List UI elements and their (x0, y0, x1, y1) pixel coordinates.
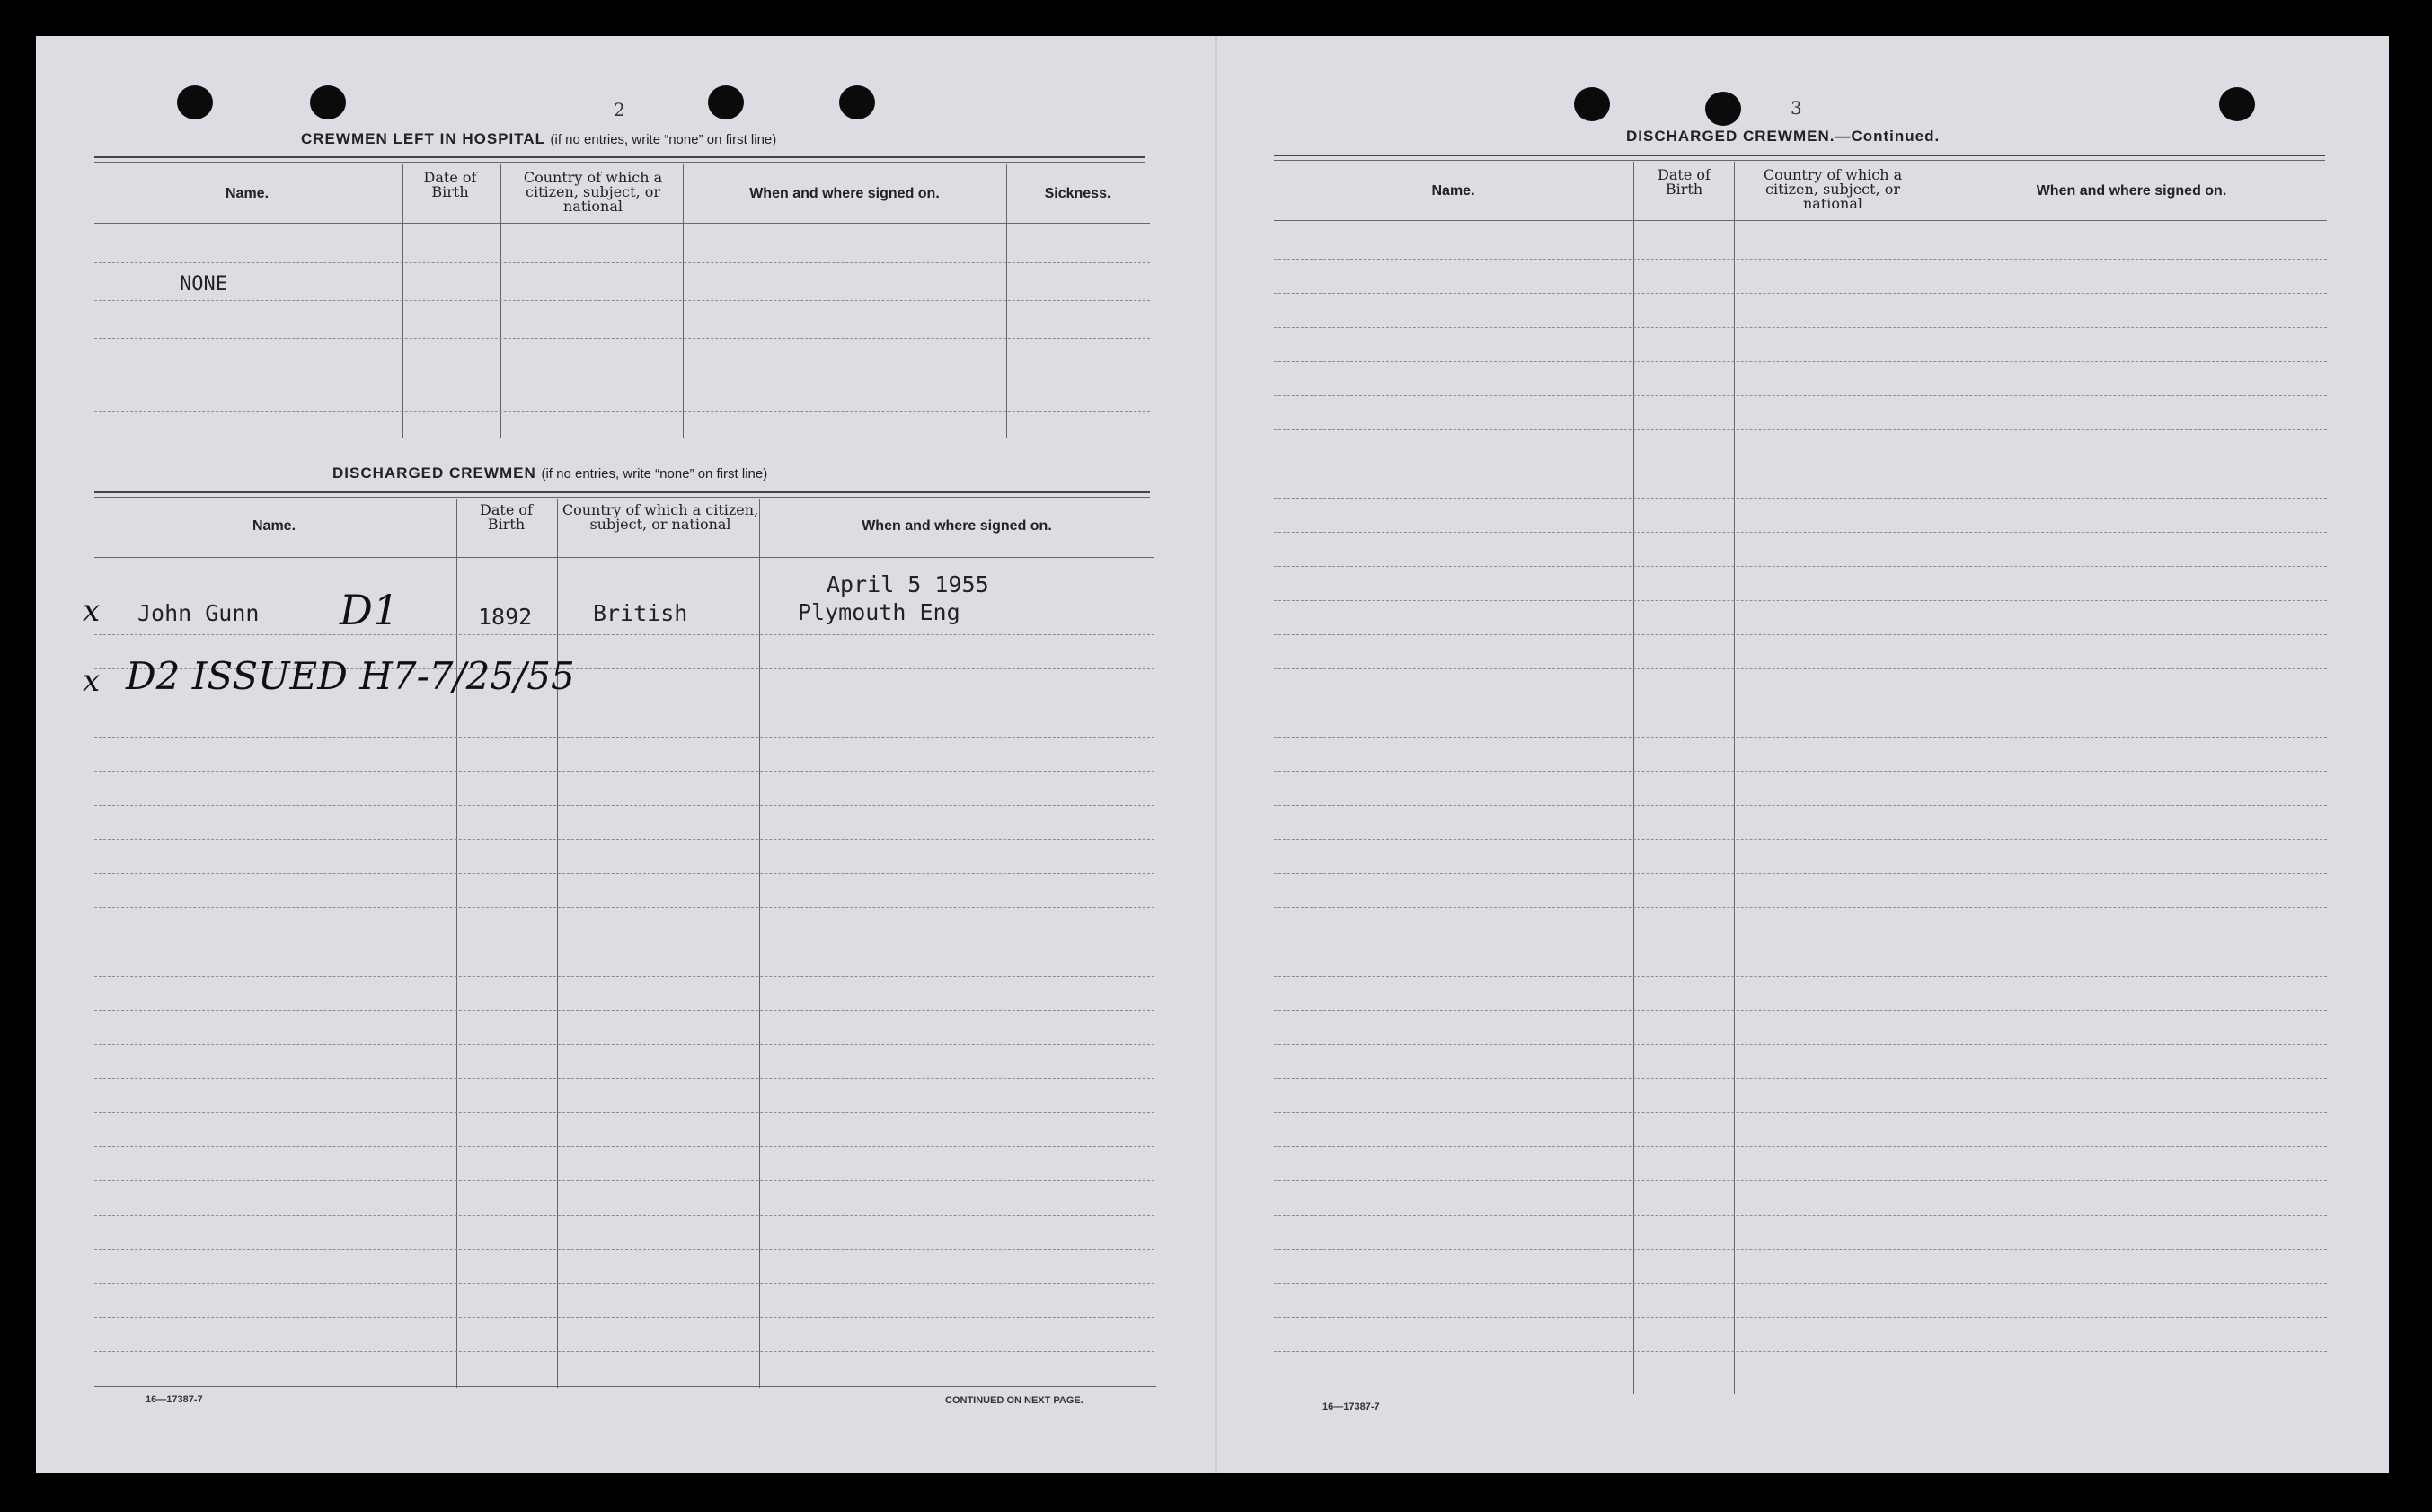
ruled-line (94, 771, 1154, 772)
ruled-line (1274, 1010, 2327, 1011)
hospital-entry-none: NONE (180, 273, 227, 296)
handwritten-annotation: D2 ISSUED H7-7/25/55 (126, 654, 575, 698)
ruled-line (1274, 498, 2327, 499)
continued-note: CONTINUED ON NEXT PAGE. (945, 1395, 1083, 1406)
ruled-line (1274, 907, 2327, 908)
page-fold (1215, 36, 1217, 1473)
page-number: 3 (1791, 97, 1802, 119)
form-number: 16—17387-7 (1322, 1401, 1380, 1412)
discharged-header-name: Name. (252, 518, 296, 534)
ruled-line (1274, 361, 2327, 362)
ruled-line (94, 737, 1154, 738)
left-page (36, 36, 1222, 1473)
page-number: 2 (614, 99, 625, 120)
ruled-line (94, 873, 1154, 874)
crewman-dob: 1892 (478, 604, 533, 630)
annotation-check-mark: x (83, 663, 101, 699)
discharged-section-title: DISCHARGED CREWMEN (if no entries, write “none” on first line) (332, 464, 768, 482)
ruled-line (94, 976, 1154, 977)
discharged-header-country: Country of which a citizen, subject, or national (562, 501, 759, 533)
form-number: 16—17387-7 (146, 1394, 203, 1405)
continued-header-name: Name. (1431, 183, 1475, 199)
punch-hole (1705, 92, 1741, 126)
hospital-header-sickness: Sickness. (1044, 186, 1111, 201)
ruled-line (94, 1112, 1154, 1113)
ruled-line (1274, 1078, 2327, 1079)
ruled-line (1274, 429, 2327, 430)
ruled-line (94, 1317, 1154, 1318)
ruled-line (94, 1044, 1154, 1045)
ruled-line (1274, 976, 2327, 977)
ruled-line (94, 1180, 1154, 1181)
crewman-country: British (593, 600, 688, 626)
hospital-header-dob: Date of Birth (423, 169, 477, 200)
signed-on-place: Plymouth Eng (798, 599, 960, 625)
hospital-header-name: Name. (225, 186, 270, 201)
ruled-line (1274, 259, 2327, 260)
ruled-line (94, 1010, 1154, 1011)
discharged-header-dob: Date of Birth (480, 501, 533, 533)
punch-hole (177, 85, 213, 119)
ruled-line (1274, 1044, 2327, 1045)
ruled-line (1274, 1249, 2327, 1250)
ruled-line (1274, 566, 2327, 567)
punch-hole (708, 85, 744, 119)
ruled-line (94, 1146, 1154, 1147)
punch-hole (1574, 87, 1610, 121)
ruled-line (1274, 327, 2327, 328)
punch-hole (839, 85, 875, 119)
row-check-mark: x (83, 593, 101, 629)
continued-header-country: Country of which a citizen, subject, or national (1763, 166, 1903, 212)
ruled-line (1274, 395, 2327, 396)
ruled-line (1274, 805, 2327, 806)
hospital-header-signed: When and where signed on. (749, 186, 940, 201)
crewman-code: D1 (340, 586, 400, 634)
ruled-line (94, 1351, 1154, 1352)
ruled-line (1274, 1112, 2327, 1113)
ruled-line (94, 1215, 1154, 1216)
ruled-line (94, 805, 1154, 806)
crewman-name: John Gunn (137, 600, 260, 626)
continued-header-dob: Date of Birth (1658, 166, 1711, 198)
punch-hole (310, 85, 346, 119)
ruled-line (94, 1078, 1154, 1079)
ruled-line (1274, 532, 2327, 533)
ruled-line (94, 634, 1154, 635)
ruled-line (1274, 1283, 2327, 1284)
ruled-line (94, 907, 1154, 908)
ruled-line (1274, 737, 2327, 738)
ruled-line (1274, 1215, 2327, 1216)
signed-on-date: April 5 1955 (827, 571, 989, 597)
discharged-header-signed: When and where signed on. (862, 518, 1052, 534)
ruled-line (1274, 839, 2327, 840)
ruled-line (1274, 873, 2327, 874)
ruled-line (1274, 634, 2327, 635)
ruled-line (94, 1283, 1154, 1284)
hospital-header-country: Country of which a citizen, subject, or national (523, 169, 663, 215)
punch-hole (2219, 87, 2255, 121)
ruled-line (1274, 1180, 2327, 1181)
hospital-section-title: CREWMEN LEFT IN HOSPITAL (if no entries, write “none” on first line) (301, 130, 777, 147)
ruled-line (94, 1249, 1154, 1250)
ruled-line (1274, 293, 2327, 294)
discharged-continued-title: DISCHARGED CREWMEN.—Continued. (1626, 128, 1941, 145)
ruled-line (1274, 600, 2327, 601)
ruled-line (1274, 1146, 2327, 1147)
ruled-line (1274, 1351, 2327, 1352)
ruled-line (94, 839, 1154, 840)
ruled-line (1274, 668, 2327, 669)
right-page (1215, 36, 2389, 1473)
continued-header-signed: When and where signed on. (2036, 183, 2227, 199)
ruled-line (1274, 771, 2327, 772)
ruled-line (1274, 1317, 2327, 1318)
